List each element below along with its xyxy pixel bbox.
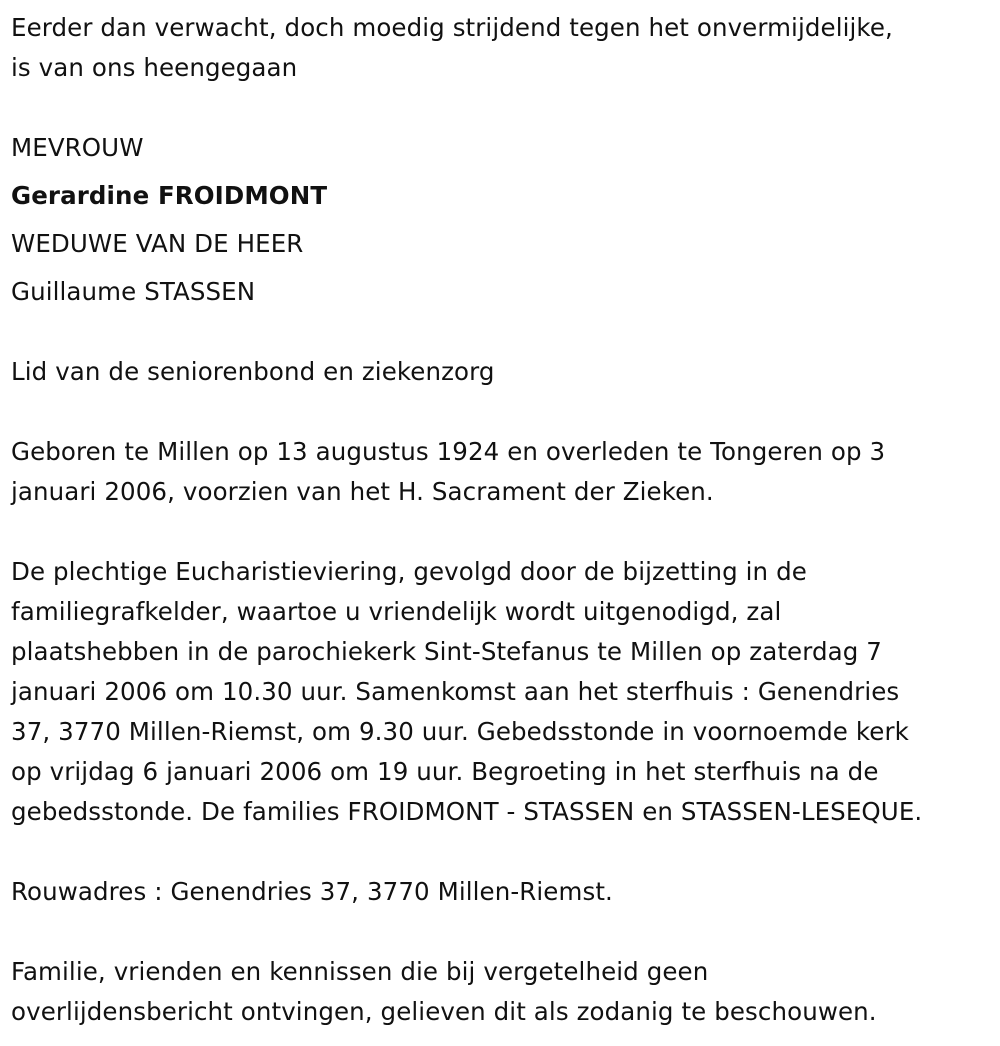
person-title: MEVROUW bbox=[11, 133, 144, 162]
birth-death-line-2: januari 2006, voorzien van het H. Sacrament der Zieken. bbox=[11, 477, 714, 506]
spacer bbox=[11, 912, 1000, 952]
ceremony-line: familiegrafkelder, waartoe u vriendelijk wordt uitgenodigd, zal bbox=[11, 597, 782, 626]
ceremony-line: gebedsstonde. De families FROIDMONT - STASSEN en STASSEN-LESEQUE. bbox=[11, 797, 923, 826]
ceremony-line: 37, 3770 Millen-Riemst, om 9.30 uur. Gebedsstonde in voornoemde kerk bbox=[11, 717, 909, 746]
person-relation: WEDUWE VAN DE HEER bbox=[11, 229, 304, 258]
birth-death-line-1: Geboren te Millen op 13 augustus 1924 en overleden te Tongeren op 3 bbox=[11, 437, 886, 466]
mourning-address: Rouwadres : Genendries 37, 3770 Millen-Riemst. bbox=[11, 877, 613, 906]
spacer bbox=[11, 312, 1000, 352]
person-spouse: Guillaume STASSEN bbox=[11, 277, 256, 306]
closing-line-1: Familie, vrienden en kennissen die bij vergetelheid geen bbox=[11, 957, 709, 986]
ceremony-line: plaatshebben in de parochiekerk Sint-Stefanus te Millen op zaterdag 7 bbox=[11, 637, 882, 666]
spacer bbox=[11, 392, 1000, 432]
ceremony-line: De plechtige Eucharistieviering, gevolgd door de bijzetting in de bbox=[11, 557, 807, 586]
ceremony-line: op vrijdag 6 januari 2006 om 19 uur. Begroeting in het sterfhuis na de bbox=[11, 757, 879, 786]
intro-line-2: is van ons heengegaan bbox=[11, 53, 298, 82]
spacer bbox=[11, 832, 1000, 872]
spacer bbox=[11, 88, 1000, 128]
ceremony-line: januari 2006 om 10.30 uur. Samenkomst aan het sterfhuis : Genendries bbox=[11, 677, 900, 706]
spacer bbox=[11, 512, 1000, 552]
person-name: Gerardine FROIDMONT bbox=[11, 181, 328, 210]
intro-line-1: Eerder dan verwacht, doch moedig strijdend tegen het onvermijdelijke, bbox=[11, 13, 893, 42]
membership-text: Lid van de seniorenbond en ziekenzorg bbox=[11, 357, 495, 386]
closing-line-2: overlijdensbericht ontvingen, gelieven dit als zodanig te beschouwen. bbox=[11, 997, 877, 1026]
